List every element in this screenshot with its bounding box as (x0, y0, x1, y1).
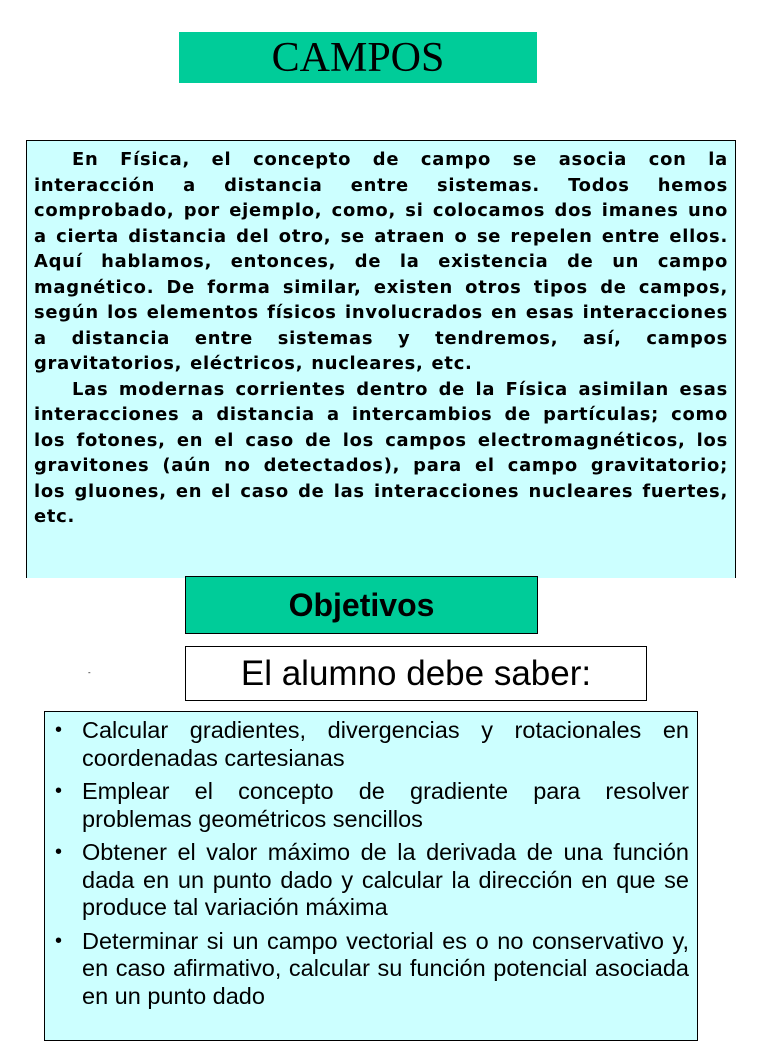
bullet-icon: • (55, 719, 63, 741)
list-item-text: Obtener el valor máximo de la derivada de una función dada en un punto dado y calcular la dirección en que se produce tal variación máxima (82, 839, 689, 920)
objectives-list (53, 717, 689, 1010)
list-item (53, 778, 689, 833)
list-item-text: Emplear el concepto de gradiente para resolver problemas geométricos sencillos (82, 778, 689, 832)
objectives-list-panel (44, 711, 698, 1041)
list-item-text: Calcular gradientes, divergencias y rotacionales en coordenadas cartesianas (82, 717, 689, 771)
list-item (53, 839, 689, 922)
objectives-heading: Objetivos (288, 586, 435, 623)
title-banner (179, 32, 537, 83)
subheading-box (185, 646, 647, 701)
objectives-banner (185, 576, 538, 634)
list-item (53, 928, 689, 1011)
intro-paragraph-1: En Física, el concepto de campo se asocia con la interacción a distancia entre sistemas. Todos hemos comprobado, por ejemplo, como, si colocamos dos imanes uno a cierta distancia del otro, se atraen o se repelen entre ellos. Aquí hablamos, entonces, de la existencia de un campo magnético. De forma similar, existen otros tipos de campos, según los elementos físicos involucrados en esas interacciones a distancia entre sistemas y tendremos, así, campos gravitatorios, eléctricos, nucleares, etc. (34, 149, 728, 374)
page-title: CAMPOS (271, 34, 445, 81)
stray-mark: - (88, 668, 91, 677)
bullet-icon: • (55, 929, 63, 952)
bullet-icon: • (55, 841, 63, 863)
intro-panel (26, 140, 736, 578)
list-item (53, 717, 689, 772)
bullet-icon: • (55, 780, 63, 802)
list-item-text: Determinar si un campo vectorial es o no conservativo y, en caso afirmativo, calcular su función potencial asociada en un punto dado (82, 927, 689, 1009)
intro-paragraph-2: Las modernas corrientes dentro de la Física asimilan esas interacciones a distancia a intercambios de partículas; como los fotones, en el caso de los campos electromagnéticos, los gravitones (aún no detectados), para el campo gravitatorio; los gluones, en el caso de las interacciones nucleares fuertes, etc. (34, 378, 728, 527)
objectives-subheading: El alumno debe saber: (240, 653, 592, 693)
